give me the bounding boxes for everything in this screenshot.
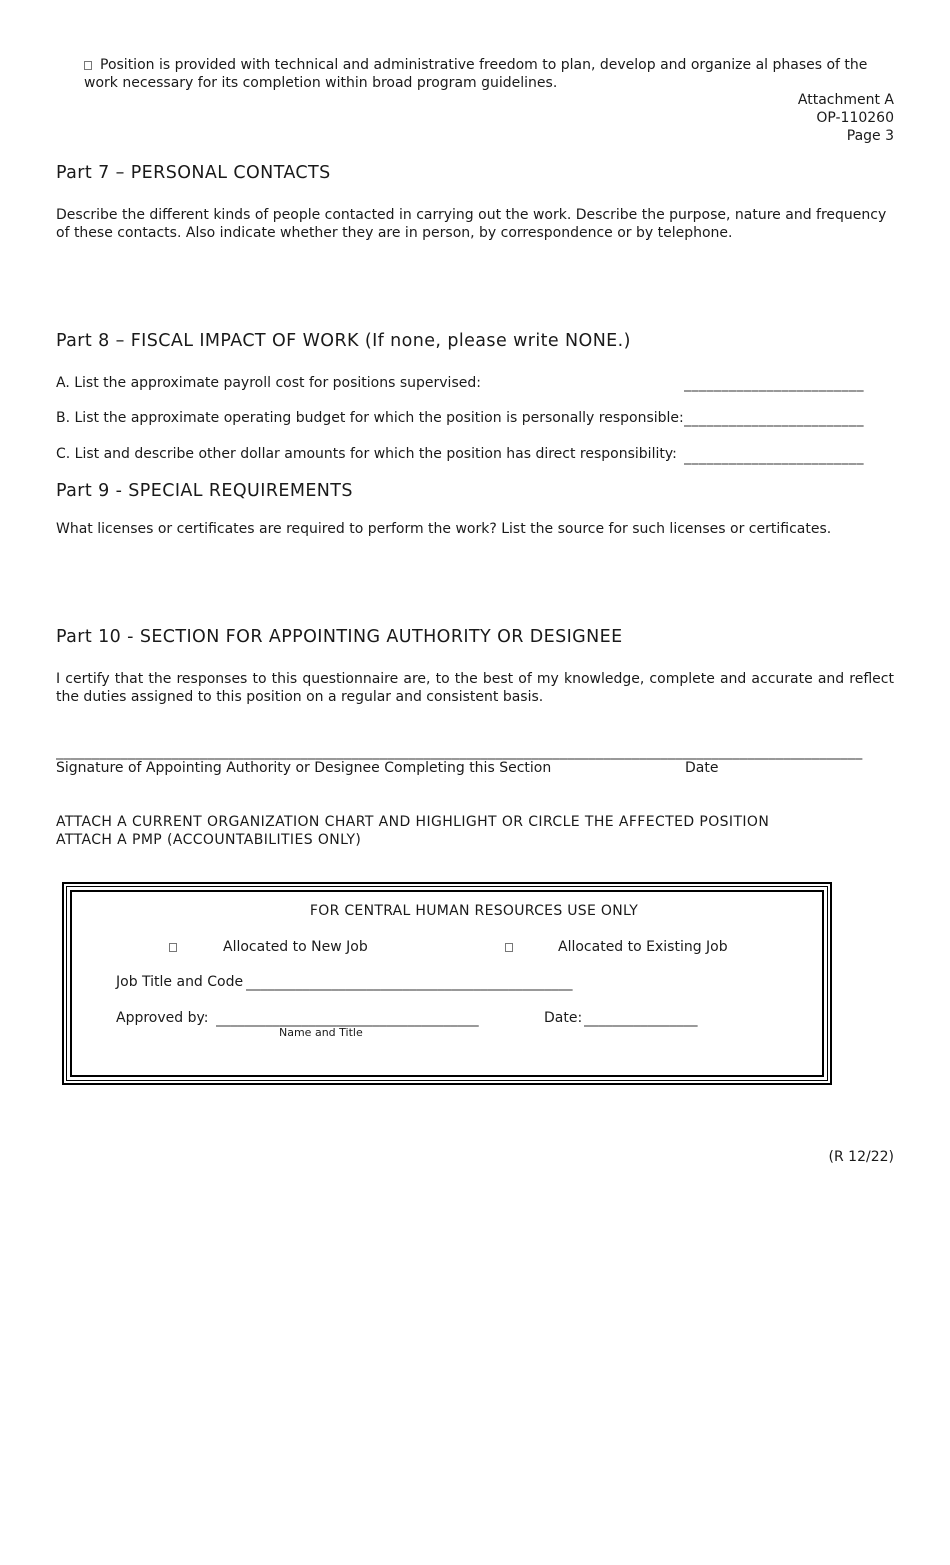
part8-item-c-label: C. List and describe other dollar amounts for which the position has direct responsibility: xyxy=(56,446,677,462)
job-title-field[interactable]: ______________________________________________ xyxy=(246,975,573,991)
intro-paragraph xyxy=(84,56,896,92)
attachments-block xyxy=(56,813,769,849)
part8-item-a-label: A. List the approximate payroll cost for positions supervised: xyxy=(56,375,481,391)
new-job-checkbox[interactable] xyxy=(169,943,177,952)
part9-instructions: What licenses or certificates are required to perform the work? List the source for such licenses or certificates. xyxy=(56,521,832,537)
part8-item-c-field[interactable]: ________________________ xyxy=(684,449,864,465)
attach-org-chart: ATTACH A CURRENT ORGANIZATION CHART AND HIGHLIGHT OR CIRCLE THE AFFECTED POSITION xyxy=(56,814,770,830)
page-header xyxy=(694,91,894,145)
part8-item-b-label: B. List the approximate operating budget for which the position is personally responsible: xyxy=(56,410,684,426)
attach-pmp: ATTACH A PMP (ACCOUNTABILITIES ONLY) xyxy=(56,832,362,848)
part10-certification: I certify that the responses to this questionnaire are, to the best of my knowledge, complete and accurate and reflect the duties assigned to this position on a regular and consistent basis. xyxy=(56,671,894,705)
intro-checkbox[interactable] xyxy=(84,61,92,70)
part8-item-b-field[interactable]: ________________________ xyxy=(684,411,864,427)
new-job-option xyxy=(169,938,185,956)
approved-by-field[interactable]: _____________________________________ xyxy=(216,1011,479,1027)
existing-job-option xyxy=(505,938,521,956)
approval-date-label: Date: xyxy=(544,1010,583,1026)
part9-title: Part 9 - SPECIAL REQUIREMENTS xyxy=(56,481,353,501)
page-number: Page 3 xyxy=(846,128,894,144)
part7-instructions: Describe the different kinds of people contacted in carrying out the work. Describe the purpose, nature and frequency of these contacts. Also indicate whether they are in person, by correspondence or by telephone. xyxy=(56,207,887,241)
part7-title: Part 7 – PERSONAL CONTACTS xyxy=(56,163,331,183)
approved-by-label: Approved by: xyxy=(116,1010,209,1026)
revision-code: (R 12/22) xyxy=(828,1149,894,1165)
new-job-label: Allocated to New Job xyxy=(223,939,368,955)
name-title-caption: Name and Title xyxy=(279,1026,363,1039)
attachment-label: Attachment A xyxy=(797,92,894,108)
hr-box-title: FOR CENTRAL HUMAN RESOURCES USE ONLY xyxy=(309,903,639,919)
signature-label: Signature of Appointing Authority or Designee Completing this Section xyxy=(56,760,552,776)
part8-item-a-field[interactable]: ________________________ xyxy=(684,376,864,392)
signature-date-label: Date xyxy=(685,760,719,776)
part10-title: Part 10 - SECTION FOR APPOINTING AUTHORITY OR DESIGNEE xyxy=(56,627,623,647)
signature-line[interactable]: ________________________________________________________________________________________________________________ xyxy=(56,744,863,760)
approval-date-field[interactable]: ________________ xyxy=(584,1011,698,1027)
existing-job-checkbox[interactable] xyxy=(505,943,513,952)
job-title-label: Job Title and Code xyxy=(116,974,244,990)
form-number: OP-110260 xyxy=(816,110,894,126)
intro-checkbox-text: Position is provided with technical and administrative freedom to plan, develop and organize al phases of the work necessary for its completion within broad program guidelines. xyxy=(84,57,868,91)
existing-job-label: Allocated to Existing Job xyxy=(558,939,728,955)
part8-title: Part 8 – FISCAL IMPACT OF WORK (If none, please write NONE.) xyxy=(56,331,631,351)
